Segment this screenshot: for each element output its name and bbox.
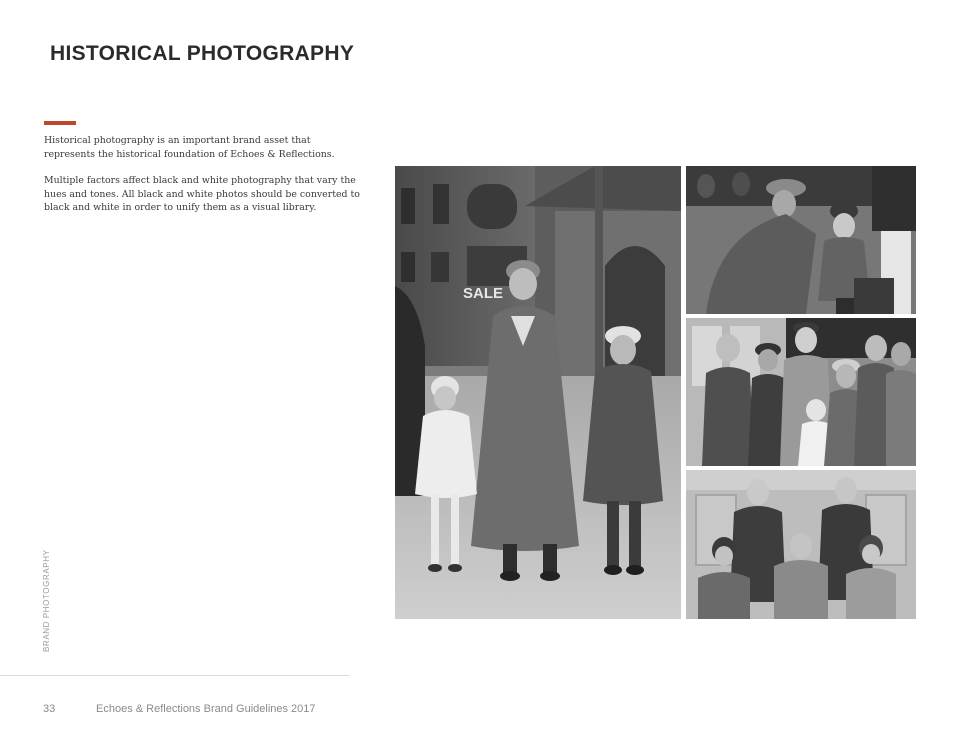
guideline-paragraph: Multiple factors affect black and white photography that vary the hues and tones. All black and white photos should be converted to black and white in order to unify them as a visual library. <box>44 175 360 213</box>
group-with-child-photo-image <box>686 318 916 466</box>
historical-photo-man-and-boy <box>686 166 916 314</box>
man-and-boy-photo-image <box>686 166 916 314</box>
page-number: 33 <box>43 703 56 715</box>
family-portrait-photo-image <box>686 470 916 619</box>
historical-photo-family-portrait <box>686 470 916 619</box>
intro-paragraph: Historical photography is an important brand asset that represents the historical foundation of Echoes & Reflections. <box>44 135 335 160</box>
body-text <box>44 134 364 228</box>
historical-photo-group-with-child <box>686 318 916 466</box>
footer-divider <box>0 675 350 676</box>
accent-bar <box>44 121 76 125</box>
historical-photo-family-street <box>395 166 681 619</box>
shop-sign-text: SALE <box>463 285 504 302</box>
family-street-photo-image <box>395 166 681 619</box>
section-side-label: BRAND PHOTOGRAPHY <box>42 549 51 652</box>
footer-document-title: Echoes & Reflections Brand Guidelines 2017 <box>96 703 316 715</box>
page-title: HISTORICAL PHOTOGRAPHY <box>50 42 355 65</box>
